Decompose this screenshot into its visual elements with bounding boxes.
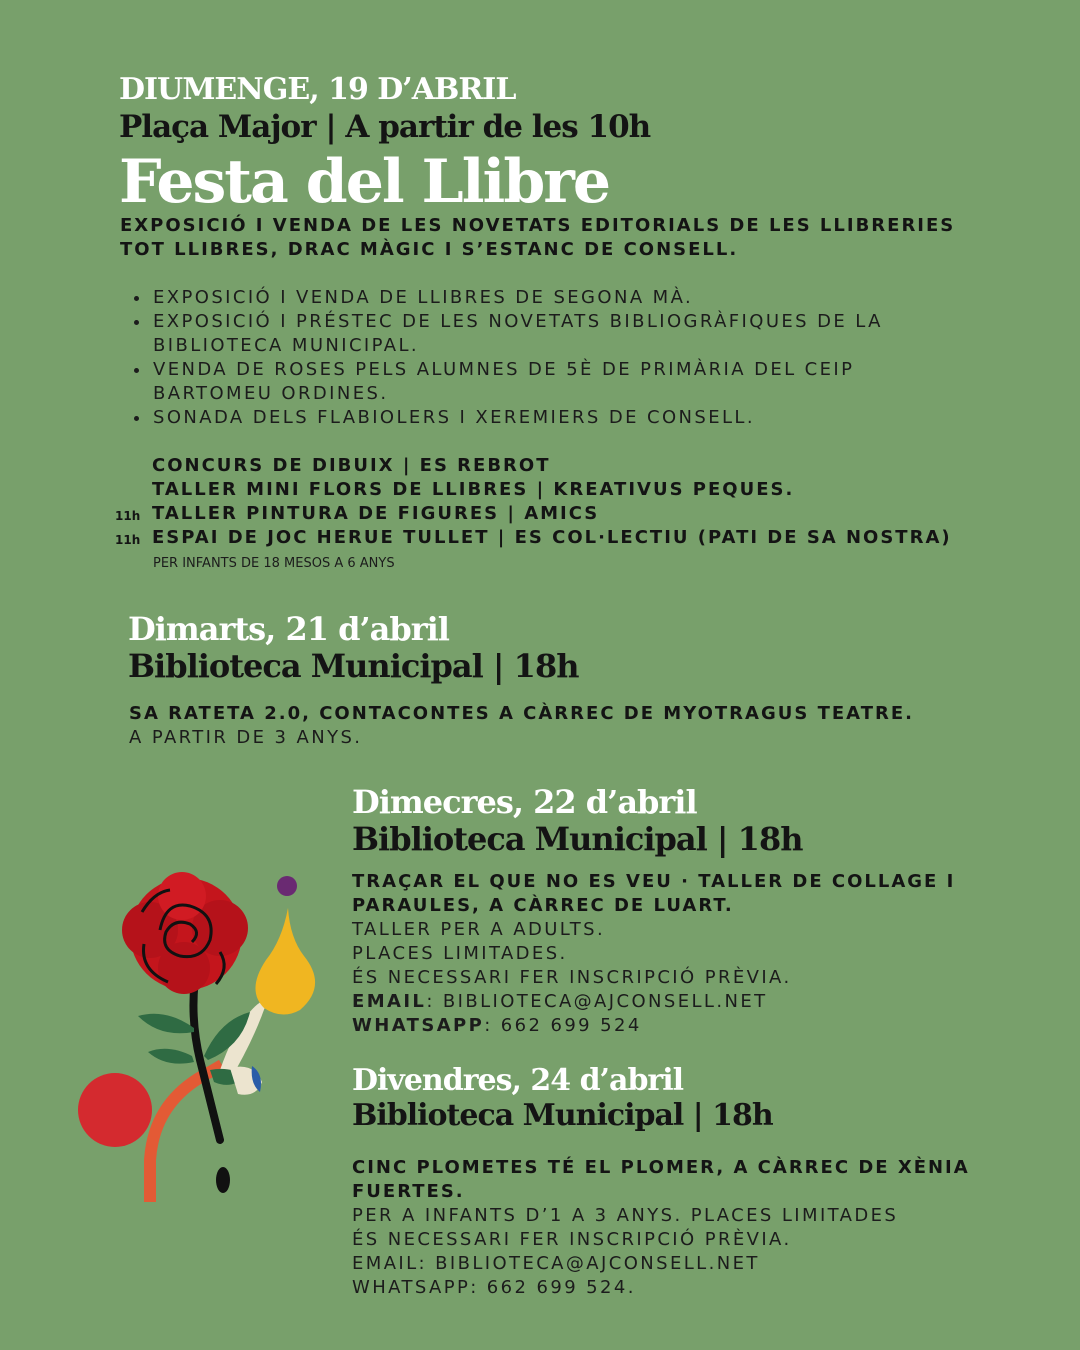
list-item-text: SONADA DELS FLABIOLERS I XEREMIERS DE CONSELL. [153, 407, 755, 428]
activity-row [115, 526, 952, 550]
event4-place: Biblioteca Municipal | 18h [352, 1098, 773, 1133]
rose-head [122, 872, 248, 994]
event4-description-bold: CINC PLOMETES TÉ EL PLOMER, A CÀRREC DE XÈNIA [352, 1157, 970, 1178]
event3-date: Dimecres, 22 d’abril [352, 783, 697, 821]
black-dot-shape [216, 1167, 230, 1193]
event3-description-bold: TRAÇAR EL QUE NO ES VEU · TALLER DE COLLAGE I [352, 871, 956, 892]
event3-place: Biblioteca Municipal | 18h [352, 820, 803, 858]
activity-text: CONCURS DE DIBUIX | ES REBROT [152, 455, 551, 476]
event3-whatsapp-label: WHATSAPP [352, 1015, 485, 1036]
activity-time: 11h [115, 509, 141, 523]
list-item [120, 310, 883, 358]
event3-whatsapp-value: : 662 699 524 [484, 1015, 642, 1036]
event3-email-value: : BIBLIOTECA@AJCONSELL.NET [426, 991, 768, 1012]
activity-row [152, 478, 952, 502]
event4-description-light: ÉS NECESSARI FER INSCRIPCIÓ PRÈVIA. [352, 1229, 792, 1250]
event3-email-label: EMAIL [352, 991, 427, 1012]
list-item-text: VENDA DE ROSES PELS ALUMNES DE 5È DE PRIMÀRIA DEL CEIP [153, 359, 855, 380]
event2-description-bold: SA RATETA 2.0, CONTACONTES A CÀRREC DE MYOTRAGUS TEATRE. [129, 703, 914, 724]
event3-description-light: ÉS NECESSARI FER INSCRIPCIÓ PRÈVIA. [352, 967, 792, 988]
activity-row [115, 502, 952, 526]
list-item-text: EXPOSICIÓ I VENDA DE LLIBRES DE SEGONA MÀ. [153, 287, 694, 308]
event4-description [352, 1156, 970, 1300]
list-item [120, 358, 883, 406]
event1-title: Festa del Llibre [119, 147, 610, 217]
purple-dot-shape [277, 876, 297, 896]
red-circle-shape [78, 1073, 152, 1147]
event4-description-light: EMAIL: BIBLIOTECA@AJCONSELL.NET [352, 1253, 760, 1274]
event3-email [352, 990, 955, 1014]
event4-description-light: WHATSAPP: 662 699 524. [352, 1277, 636, 1298]
list-item-text: BIBLIOTECA MUNICIPAL. [153, 335, 420, 356]
event4-description-bold: FUERTES. [352, 1181, 465, 1202]
activity-text: TALLER PINTURA DE FIGURES | AMICS [152, 503, 600, 524]
event2-place: Biblioteca Municipal | 18h [128, 647, 579, 685]
list-item-text: EXPOSICIÓ I PRÉSTEC DE LES NOVETATS BIBLIOGRÀFIQUES DE LA [153, 311, 883, 332]
event2-description [129, 702, 914, 750]
event2-date: Dimarts, 21 d’abril [128, 610, 449, 648]
event1-date: DIUMENGE, 19 D’ABRIL [119, 72, 516, 107]
event3-whatsapp [352, 1014, 955, 1038]
event3-description [352, 870, 955, 1038]
list-item-text: BARTOMEU ORDINES. [153, 383, 389, 404]
yellow-drop-shape [255, 908, 315, 1015]
event1-intro [120, 214, 955, 262]
leaf-shape [148, 1049, 194, 1064]
activity-text: TALLER MINI FLORS DE LLIBRES | KREATIVUS PEQUES. [152, 479, 795, 500]
event1-intro-line: EXPOSICIÓ I VENDA DE LES NOVETATS EDITORIALS DE LES LLIBRERIES [120, 215, 956, 236]
event1-bullet-list [120, 286, 883, 430]
event2-description-light: A PARTIR DE 3 ANYS. [129, 727, 363, 748]
rose-illustration [70, 860, 340, 1220]
event4-date: Divendres, 24 d’abril [352, 1063, 684, 1098]
event3-description-bold: PARAULES, A CÀRREC DE LUART. [352, 895, 734, 916]
activity-text: ESPAI DE JOC HERUE TULLET | ES COL·LECTIU (PATI DE SA NOSTRA) [152, 527, 952, 548]
event1-intro-line: TOT LLIBRES, DRAC MÀGIC I S’ESTANC DE CONSELL. [120, 239, 739, 260]
event1-activities [115, 454, 952, 550]
event1-place: Plaça Major | A partir de les 10h [119, 109, 651, 145]
leaf-shape [138, 1014, 194, 1034]
list-item [120, 406, 883, 430]
event3-description-light: PLACES LIMITADES. [352, 943, 568, 964]
orange-curve-shape [150, 1065, 222, 1202]
list-item [120, 286, 883, 310]
activity-time: 11h [115, 533, 141, 547]
event1-note: PER INFANTS DE 18 MESOS A 6 ANYS [153, 556, 395, 571]
event4-description-light: PER A INFANTS D’1 A 3 ANYS. PLACES LIMITADES [352, 1205, 899, 1226]
event3-description-light: TALLER PER A ADULTS. [352, 919, 606, 940]
activity-row [152, 454, 952, 478]
